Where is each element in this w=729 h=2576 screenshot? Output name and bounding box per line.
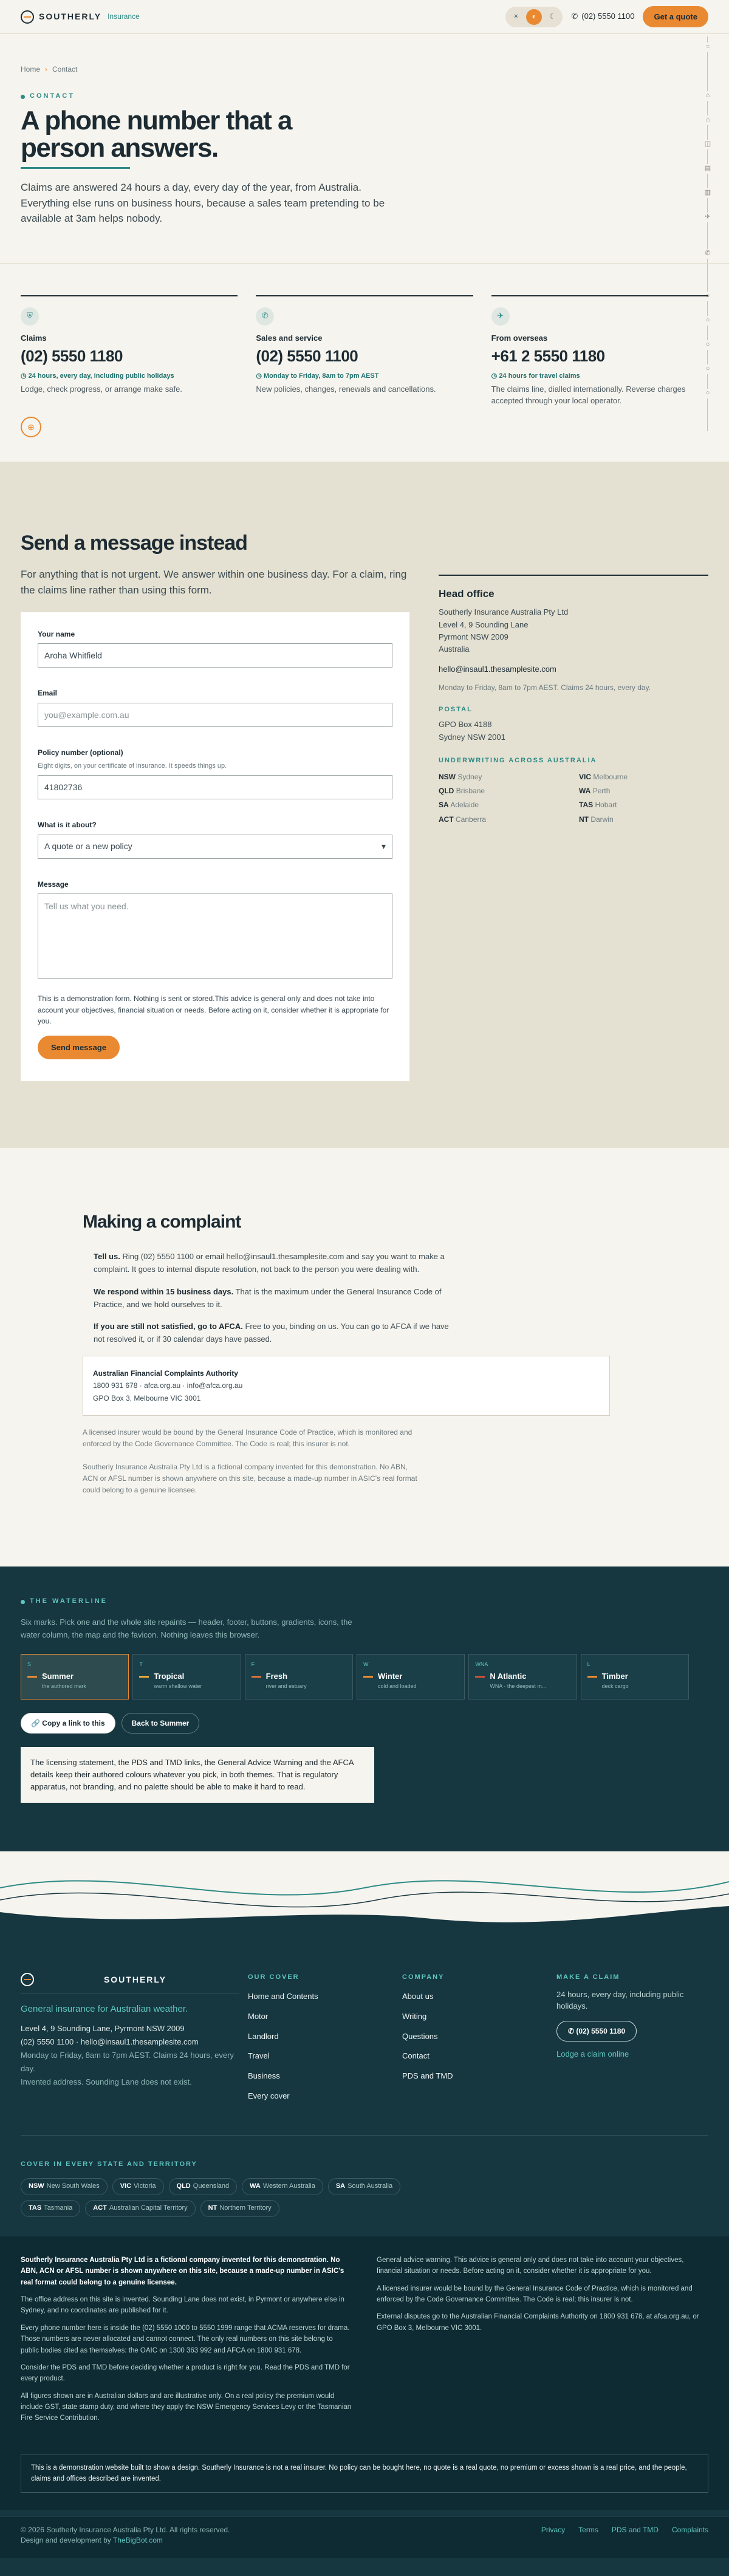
- about-value: A quote or a new policy: [44, 841, 132, 852]
- card-kind: From overseas: [491, 333, 548, 343]
- card-kind: Sales and service: [256, 333, 323, 343]
- brand-sub: Insurance: [108, 12, 140, 21]
- footer-link[interactable]: Questions: [402, 2031, 438, 2041]
- demo-notice: This is a demonstration website built to show a design. Southerly Insurance is not a real insurer. No policy can be bought here, no quote is a real quote, no premium or excess shown is a real price, and the people, claims and offices described are invented.: [21, 2455, 708, 2493]
- complaints-link[interactable]: Complaints: [671, 2525, 708, 2534]
- moon-icon[interactable]: ☾: [549, 12, 556, 21]
- postal-line: Sydney NSW 2001: [439, 732, 505, 742]
- footer-company-col: [402, 1973, 548, 2111]
- waterline-desc: Six marks. Pick one and the whole site repaints — header, footer, buttons, gradients, icons, the water column, the map and the favicon. Nothing leaves this browser.: [21, 1618, 352, 1639]
- sales-phone-link[interactable]: (02) 5550 1100: [256, 347, 358, 366]
- lifebuoy-logo-icon: [21, 1973, 34, 1986]
- state-tag[interactable]: NSW New South Wales: [21, 2178, 108, 2195]
- footer-link[interactable]: Travel: [248, 2051, 270, 2061]
- phone-icon: ✆: [571, 12, 578, 21]
- complaint-step: Tell us. Ring (02) 5550 1100 or email hello@insaul1.thesamplesite.com and say you want to make a complaint. It goes to internal dispute resolution, not back to the person you were dealing with.: [94, 1252, 445, 1274]
- phone-rail-icon[interactable]: ✆: [703, 249, 712, 259]
- site-header: [0, 0, 729, 34]
- card-hours: ◷ 24 hours for travel claims: [491, 372, 708, 381]
- wave-divider: [0, 1851, 729, 1942]
- pds-link[interactable]: PDS and TMD: [611, 2525, 659, 2534]
- swatch-color-bar: [475, 1676, 485, 1678]
- footer-link[interactable]: Contact: [402, 2051, 430, 2061]
- credit-link[interactable]: TheBigBot.com: [112, 2536, 163, 2545]
- state-tag[interactable]: WA Western Australia: [242, 2178, 323, 2195]
- fictional-note: Southerly Insurance Australia Pty Ltd is a fictional company invented for this demonstration. No ABN, ACN or AFSL number is shown anywhere on this site, because a made-up number in ASIC's real format could belong to a genuine licensee.: [83, 1462, 417, 1494]
- shield-icon: ⛨: [21, 307, 39, 326]
- policy-hint: Eight digits, on your certificate of insurance. It speeds things up.: [38, 762, 227, 770]
- cover-heading: OUR COVER: [248, 1973, 299, 1981]
- phone-icon: ✆: [256, 307, 274, 326]
- claims-phone-link[interactable]: (02) 5550 1180: [21, 347, 123, 366]
- state-tag[interactable]: VIC Victoria: [112, 2178, 164, 2195]
- lifebuoy-logo-icon: [21, 10, 34, 24]
- footer-link[interactable]: Landlord: [248, 2031, 279, 2041]
- address-line: Southerly Insurance Australia Pty Ltd: [439, 607, 569, 617]
- theme-toggle[interactable]: [505, 7, 563, 27]
- states-heading: COVER IN EVERY STATE AND TERRITORY: [21, 2160, 197, 2168]
- afca-address: GPO Box 3, Melbourne VIC 3001: [93, 1393, 201, 1402]
- address-line: Pyrmont NSW 2009: [439, 632, 508, 641]
- claims-card: [21, 295, 238, 407]
- card-hours: ◷ Monday to Friday, 8am to 7pm AEST: [256, 372, 473, 381]
- state-item: SA Adelaide: [439, 801, 479, 810]
- about-select[interactable]: [38, 835, 392, 859]
- legal-para: External disputes go to the Australian Financial Complaints Authority on 1800 931 678, at afca.org.au, or GPO Box 3, Melbourne VIC 3001.: [377, 2313, 699, 2332]
- hero-intro: Claims are answered 24 hours a day, every day of the year, from Australia. Everything else runs on business hours, because a sales team pretending to be available at 3am helps nobody.: [21, 182, 385, 225]
- link-icon: 🔗: [31, 1718, 43, 1727]
- waterline-kicker: THE WATERLINE: [21, 1597, 708, 1607]
- title-underline: [21, 167, 130, 169]
- swatch-timber[interactable]: L Timber deck cargo: [581, 1654, 689, 1700]
- swatch-fresh[interactable]: F Fresh river and estuary: [245, 1654, 353, 1700]
- waterline-section: [0, 1566, 729, 1851]
- ring-icon[interactable]: ○: [703, 292, 712, 301]
- phone-icon: ✆: [568, 2026, 577, 2035]
- state-item: VIC Melbourne: [579, 772, 628, 781]
- footer-bottom: [0, 2516, 729, 2558]
- ring-icon[interactable]: ○: [703, 316, 712, 326]
- card-desc: The claims line, dialled internationally. Reverse charges accepted through your local operator.: [491, 384, 686, 405]
- legal-para: A licensed insurer would be bound by the General Insurance Code of Practice, which is monitored and enforced by the Code Governance Committee. The Code is real; this insurer is not.: [377, 2284, 693, 2303]
- copyright: © 2026 Southerly Insurance Australia Pty Ltd. All rights reserved.: [21, 2525, 230, 2534]
- footer-link[interactable]: Business: [248, 2071, 280, 2081]
- terms-link[interactable]: Terms: [578, 2525, 598, 2534]
- complaint-steps: [83, 1251, 459, 1346]
- claim-heading: MAKE A CLAIM: [556, 1973, 620, 1981]
- code-note: A licensed insurer would be bound by the General Insurance Code of Practice, which is monitored and enforced by the Code Governance Committee. The Code is real; this insurer is not.: [83, 1428, 412, 1449]
- hero: [0, 34, 668, 245]
- message-section: [0, 462, 729, 1148]
- message-label: Message: [38, 880, 69, 889]
- state-item: NSW Sydney: [439, 772, 482, 781]
- footer-link[interactable]: Motor: [248, 2011, 269, 2021]
- home-icon[interactable]: ⌂: [703, 115, 712, 125]
- back-to-summer-button[interactable]: Back to Summer: [122, 1713, 200, 1734]
- postal-line: GPO Box 4188: [439, 720, 492, 729]
- legal-para: General advice warning. This advice is general only and does not take into account your objectives, financial situation or needs. Before acting on it, consider whether it is appropriate for you.: [377, 2256, 684, 2275]
- message-textarea[interactable]: Tell us what you need.: [38, 893, 392, 979]
- address-line: Level 4, 9 Sounding Lane: [439, 620, 529, 629]
- legal-para: The office address on this site is invented. Sounding Lane does not exist, in Pyrmont or anywhere else in Sydney, and no coordinates are published for it.: [21, 2295, 344, 2315]
- contact-form: [21, 612, 409, 1081]
- plane-icon: ✈: [491, 307, 510, 326]
- footer-brand: SOUTHERLY: [103, 1974, 166, 1984]
- header-phone-link[interactable]: [571, 11, 634, 22]
- head-office: [439, 575, 708, 1081]
- lodge-claim-link[interactable]: Lodge a claim online: [556, 2049, 629, 2058]
- get-quote-button[interactable]: Get a quote: [643, 6, 708, 27]
- plane-icon[interactable]: ✈: [703, 213, 712, 222]
- hero-kicker: CONTACT: [21, 92, 648, 101]
- chevron-down-icon: ▾: [381, 841, 386, 852]
- email-input[interactable]: you@example.com.au: [38, 703, 392, 727]
- afca-contact: 1800 931 678 · afca.org.au · info@afca.org.au: [93, 1381, 243, 1390]
- state-item: QLD Brisbane: [439, 787, 485, 796]
- legal-para: Every phone number here is inside the (02) 5550 1000 to 5550 1999 range that ACMA reserves for drama. Those numbers are never allocated and cannot connect. The only real numbers on this site belong to public bodies cited as themselves: the OAIC on 1300 363 992 and AFCA on 1800 931 678.: [21, 2324, 350, 2354]
- footer-link[interactable]: PDS and TMD: [402, 2071, 453, 2081]
- overseas-phone-link[interactable]: +61 2 5550 1180: [491, 347, 605, 366]
- form-disclaimer: This is a demonstration form. Nothing is sent or stored.This advice is general only and does not take into account your objectives, financial situation or needs. Before acting on it, consider whether it is appropriate for you.: [38, 994, 389, 1026]
- complaint-section: [0, 1148, 729, 1566]
- send-message-button[interactable]: Send message: [38, 1036, 120, 1059]
- sales-card: [256, 295, 473, 407]
- page-title: A phone number that a person answers.: [21, 106, 292, 163]
- policy-label: Policy number (optional): [38, 748, 123, 757]
- postal-address: [439, 719, 708, 744]
- logo[interactable]: [21, 10, 140, 24]
- car-icon[interactable]: ◫: [703, 140, 712, 149]
- regulatory-note: The licensing statement, the PDS and TMD links, the General Advice Warning and the AFCA details keep their authored colours whatever you pick, in both themes. That is regulatory apparatus, not branding, and no palette should be able to make it hard to read.: [21, 1747, 374, 1803]
- office-email-link[interactable]: hello@insaul1.thesamplesite.com: [439, 664, 556, 674]
- afca-box: [83, 1356, 610, 1416]
- breadcrumb-home[interactable]: Home: [21, 65, 41, 73]
- wave-icon[interactable]: ≈: [703, 43, 712, 52]
- states-cover: [21, 2135, 708, 2217]
- card-desc: Lodge, check progress, or arrange make safe.: [21, 384, 182, 394]
- state-item: NT Darwin: [579, 815, 614, 824]
- complaint-step: If you are still not satisfied, go to AFCA. Free to you, binding on us. You can go to AFCA if we have not resolved it, or if 30 calendar days have passed.: [94, 1322, 449, 1344]
- footer-link[interactable]: Home and Contents: [248, 1991, 318, 2001]
- email-label: Email: [38, 689, 58, 698]
- complaint-step: We respond within 15 business days. That is the maximum under the General Insurance Code of Practice, and we hold ourselves to it.: [94, 1286, 442, 1309]
- legal-para: Consider the PDS and TMD before deciding whether a product is right for you. Read the PDS and TMD for every product.: [21, 2363, 350, 2383]
- underwriting-states: [439, 772, 708, 825]
- footer-cover-col: [248, 1973, 394, 2111]
- swatch-color-bar: [363, 1676, 373, 1678]
- address-line: Australia: [439, 644, 470, 654]
- card-kind: Claims: [21, 333, 47, 343]
- state-tag[interactable]: TAS Tasmania: [21, 2200, 80, 2217]
- claim-phone-button[interactable]: ✆ (02) 5550 1180: [556, 2021, 637, 2041]
- contact-cards: [0, 263, 729, 432]
- privacy-link[interactable]: Privacy: [541, 2525, 566, 2534]
- copy-link-button[interactable]: 🔗 Copy a link to this: [21, 1713, 115, 1734]
- header-phone: (02) 5550 1100: [581, 12, 635, 21]
- footer-link[interactable]: Every cover: [248, 2091, 290, 2101]
- state-tag[interactable]: SA South Australia: [328, 2178, 400, 2195]
- footer-claim-col: [556, 1973, 708, 2111]
- office-address: [439, 606, 708, 655]
- name-input[interactable]: Aroha Whitfield: [38, 643, 392, 668]
- overseas-card: [491, 295, 708, 407]
- swatch-winter[interactable]: W Winter cold and loaded: [357, 1654, 465, 1700]
- footer-link[interactable]: About us: [402, 1991, 434, 2001]
- office-title: Head office: [439, 587, 495, 600]
- legal-block: [0, 2236, 729, 2510]
- afca-title: Australian Financial Complaints Authority: [93, 1368, 238, 1378]
- card-hours: ◷ 24 hours, every day, including public holidays: [21, 372, 238, 381]
- swatch-color-bar: [139, 1676, 149, 1678]
- swatch-color-bar: [587, 1676, 597, 1678]
- footer-logo[interactable]: [21, 1973, 239, 1994]
- office-hours: Monday to Friday, 8am to 7pm AEST. Claims 24 hours, every day.: [439, 683, 651, 692]
- credit: Design and development by TheBigBot.com: [21, 2536, 163, 2545]
- doc-icon[interactable]: ▤: [703, 164, 712, 174]
- swatch-tropical[interactable]: T Tropical warm shallow water: [132, 1654, 241, 1700]
- footer-address: Level 4, 9 Sounding Lane, Pyrmont NSW 2009 (02) 5550 1100 · hello@insaul1.thesamplesite.com Monday to Friday, 8am to 7pm AEST. Claims 24 hours, every day. Invented address. Sounding Lane does not exist.: [21, 2023, 234, 2087]
- building-icon[interactable]: ▥: [703, 188, 712, 198]
- lifebuoy-icon: ⊕: [21, 417, 41, 437]
- palette-swatches: [21, 1654, 689, 1700]
- state-item: TAS Hobart: [579, 801, 617, 810]
- state-tag[interactable]: QLD Queensland: [169, 2178, 238, 2195]
- breadcrumb-contact[interactable]: Contact: [52, 65, 78, 73]
- state-tag[interactable]: NT Northern Territory: [200, 2200, 279, 2217]
- footer-link[interactable]: Writing: [402, 2011, 427, 2021]
- postal-label: POSTAL: [439, 706, 473, 714]
- brand-name: SOUTHERLY: [39, 12, 102, 22]
- ring-icon[interactable]: ○: [703, 364, 712, 374]
- complaint-title: Making a complaint: [83, 1211, 241, 1232]
- state-item: ACT Canberra: [439, 815, 487, 824]
- ring-icon[interactable]: ○: [703, 340, 712, 350]
- name-label: Your name: [38, 630, 75, 639]
- breadcrumb: Home › Contact: [21, 64, 648, 75]
- swatch-n-atlantic[interactable]: WNA N Atlantic WNA · the deepest m...: [468, 1654, 577, 1700]
- claim-text: 24 hours, every day, including public holidays.: [556, 1989, 684, 2011]
- sun-icon[interactable]: ☀: [512, 12, 519, 21]
- swatch-color-bar: [252, 1676, 261, 1678]
- state-tag[interactable]: ACT Australian Capital Territory: [85, 2200, 195, 2217]
- footer-tagline: General insurance for Australian weather.: [21, 2003, 188, 2014]
- boat-icon[interactable]: ⌂: [703, 91, 712, 101]
- swatch-color-bar: [27, 1676, 37, 1678]
- message-title: Send a message instead: [21, 531, 247, 555]
- policy-input[interactable]: 41802736: [38, 775, 392, 799]
- ring-icon[interactable]: ○: [703, 389, 712, 398]
- card-desc: New policies, changes, renewals and cancellations.: [256, 384, 436, 394]
- site-footer: [0, 1942, 729, 2576]
- legal-para: Southerly Insurance Australia Pty Ltd is a fictional company invented for this demonstration. No ABN, ACN or AFSL number is shown anywhere on this site, because a made-up number in ASIC's real format could belong to a genuine licensee.: [21, 2256, 344, 2286]
- company-heading: COMPANY: [402, 1973, 445, 1981]
- underwriting-label: UNDERWRITING ACROSS AUSTRALIA: [439, 756, 597, 764]
- message-lead: For anything that is not urgent. We answer within one business day. For a claim, ring the claims line rather than using this form.: [21, 569, 407, 596]
- mark-icon[interactable]: ◐: [526, 9, 542, 25]
- swatch-summer[interactable]: S Summer the authored mark: [21, 1654, 129, 1700]
- about-label: What is it about?: [38, 821, 97, 830]
- legal-para: All figures shown are in Australian dollars and are illustrative only. On a real policy the premium would include GST, state stamp duty, and where they apply the NSW Emergency Services Levy or the Tasmanian Fire Service Contribution.: [21, 2392, 352, 2422]
- state-item: WA Perth: [579, 787, 611, 796]
